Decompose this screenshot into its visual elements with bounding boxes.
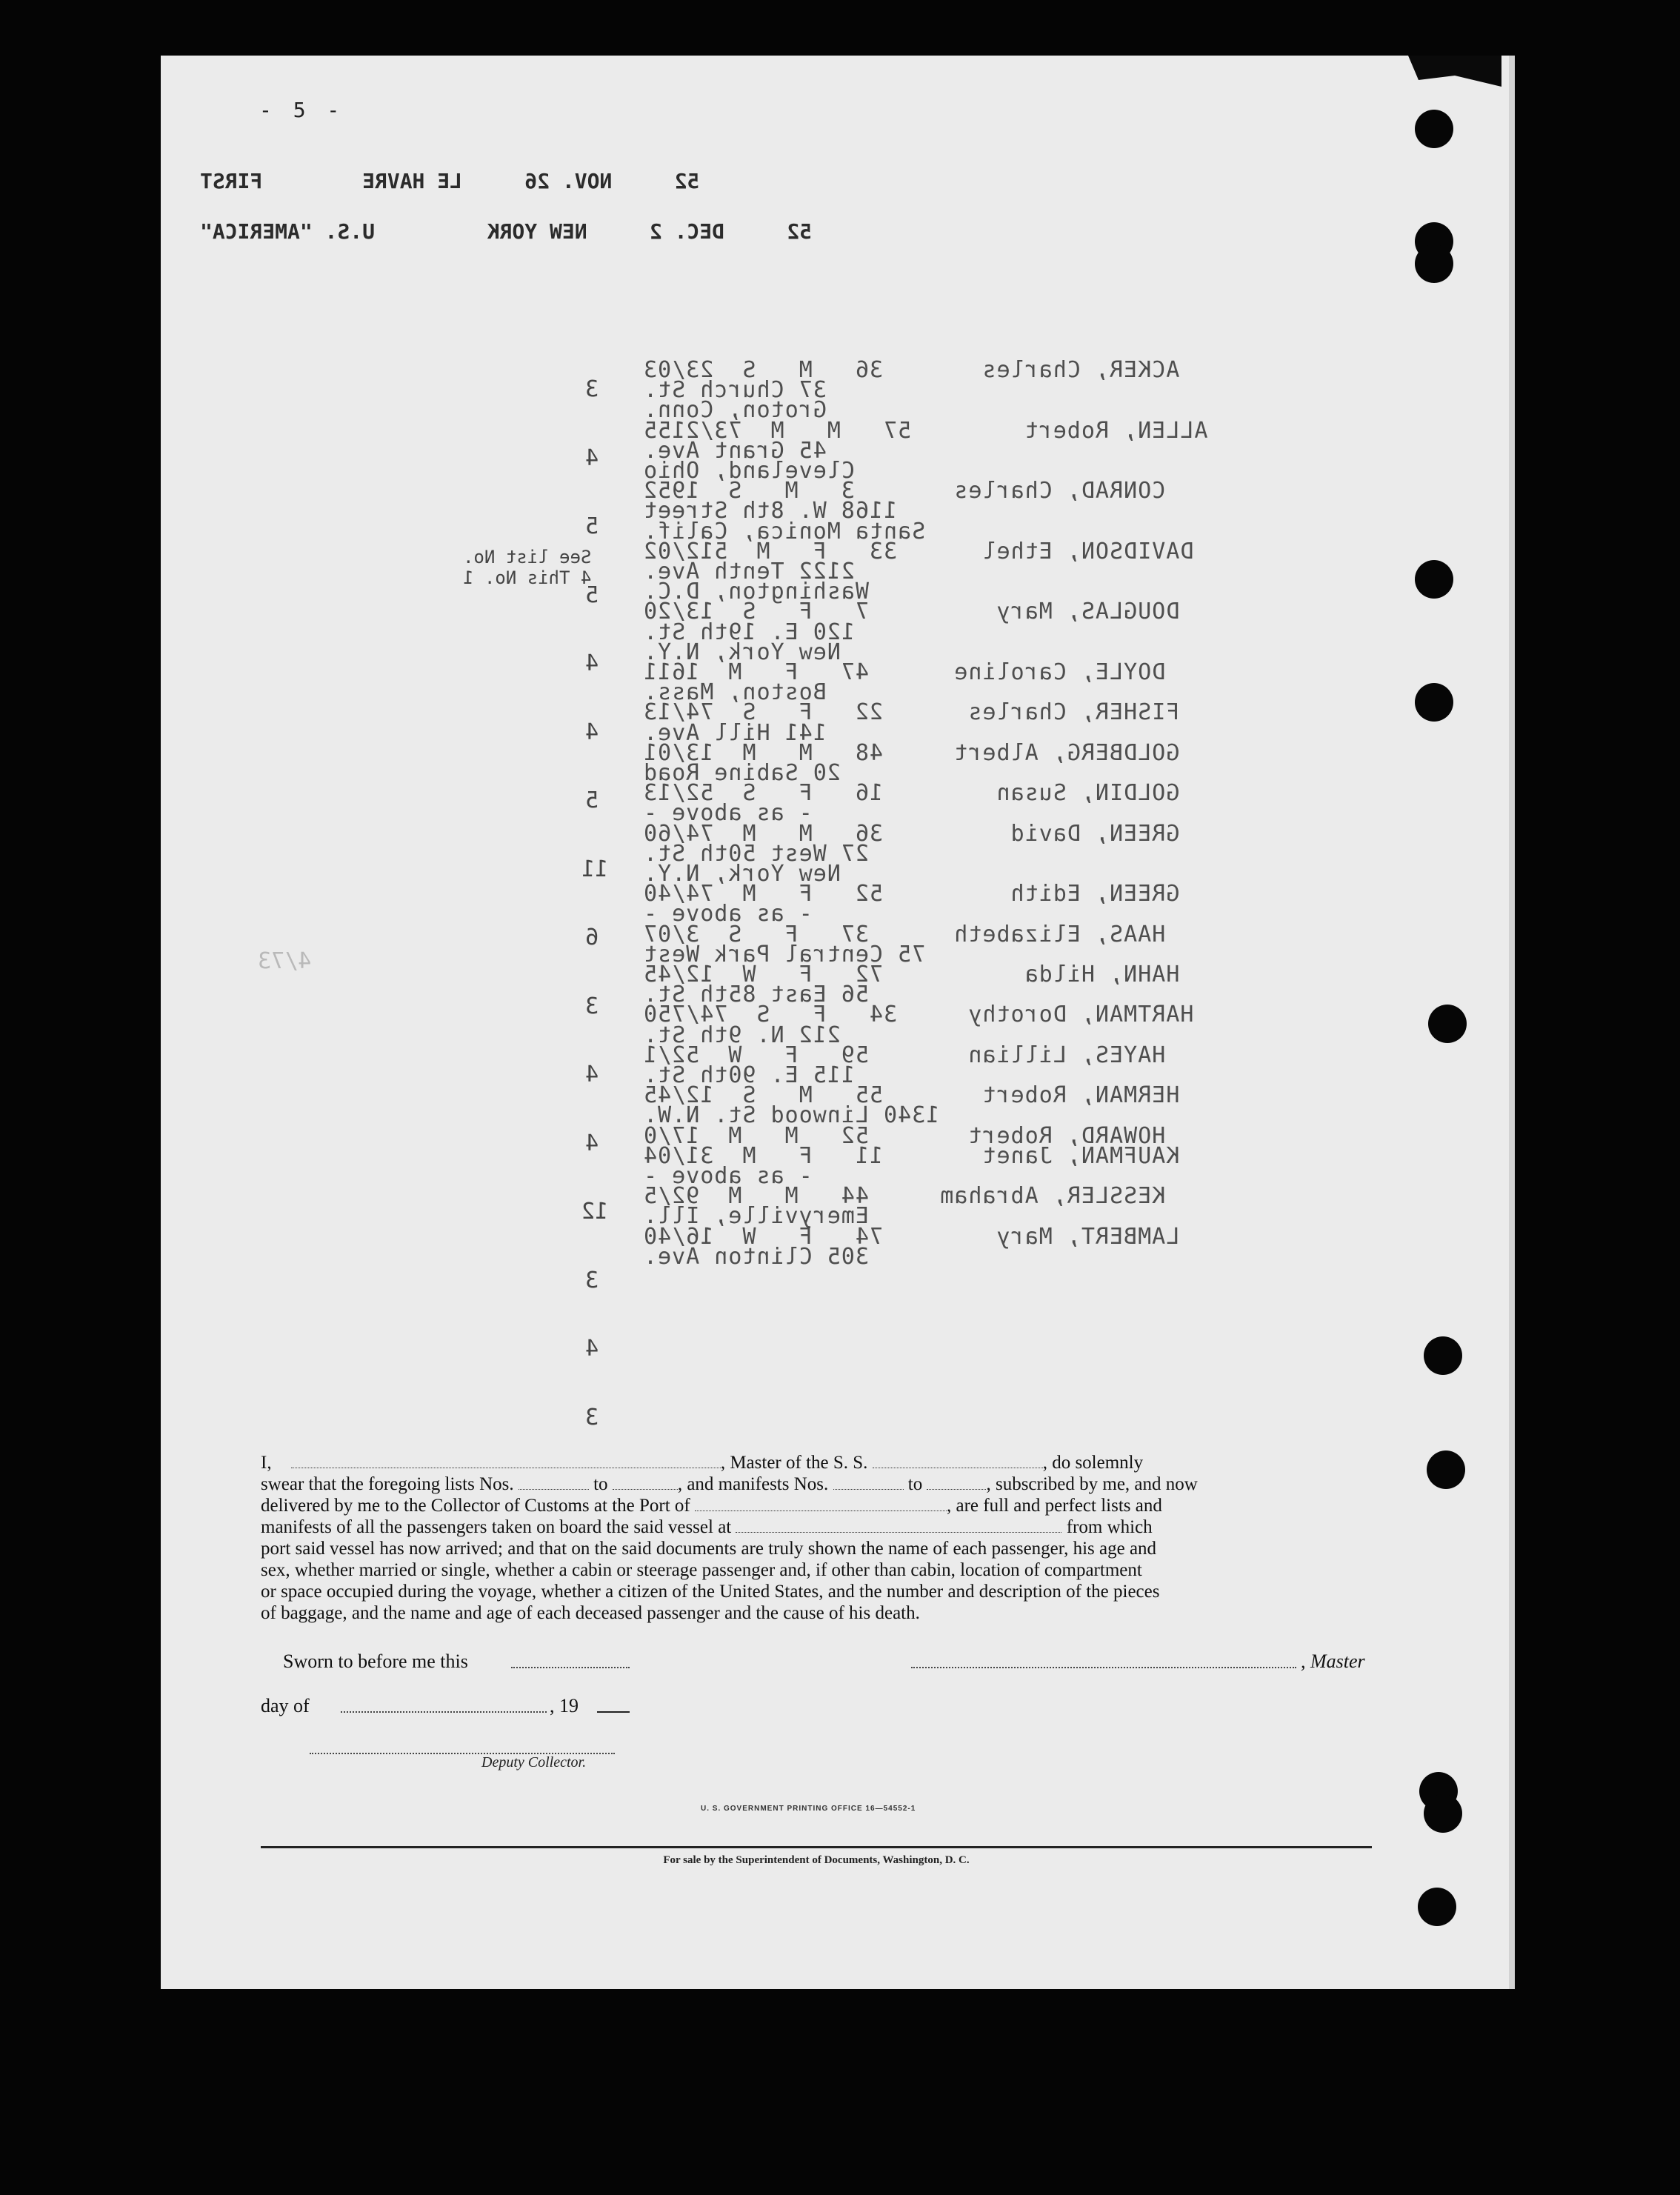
bleed-count: 3 — [585, 1404, 599, 1430]
bleed-row: - as above - — [643, 901, 813, 927]
manifest-to-field[interactable] — [927, 1476, 986, 1490]
binder-hole — [1427, 1450, 1465, 1489]
bleed-row: 2122 Tenth Ave. — [643, 559, 855, 584]
bleed-row: 115 E. 90th St. — [643, 1062, 855, 1088]
bleed-row: 212 N. 9th St. — [643, 1022, 841, 1048]
bleed-row: 75 Central Park West — [643, 941, 926, 967]
bleed-row: DAVIDSON, Ethel 33 F M 512/02 — [643, 538, 1194, 564]
bleed-count: 4 — [585, 1062, 599, 1087]
bleed-row: GOLDIN, Susan 16 F S 52/13 — [643, 780, 1180, 807]
bleed-count: 4 — [585, 650, 599, 676]
bleed-row: 1168 W. 8th Street — [643, 498, 898, 524]
master-signature-field[interactable] — [911, 1667, 1296, 1668]
bleed-row: ALLEN, Robert 57 M M 73/2155 — [643, 417, 1208, 444]
master-label: , Master — [1301, 1651, 1365, 1672]
binder-hole — [1415, 560, 1453, 599]
bleed-row: GREEN, Edith 52 F M 74/40 — [643, 881, 1180, 907]
bleed-row: 56 East 85th St. — [643, 982, 869, 1008]
bleed-row: 20 Sabine Road — [643, 760, 841, 786]
bleed-row: - as above - — [643, 1163, 813, 1189]
bleed-count: 3 — [585, 376, 599, 402]
bleed-row: HERMAN, Robert 55 M S 12/45 — [643, 1082, 1180, 1109]
bleed-row: New York, N.Y. — [643, 639, 841, 665]
bleed-row: Santa Monica, Calif. — [643, 518, 926, 544]
bleed-row: 305 Clinton Ave. — [643, 1243, 869, 1270]
bleed-row: LAMBERT, Mary 74 F W 16/40 — [643, 1223, 1180, 1250]
oath-line-5: port said vessel has now arrived; and that on the said documents are truly shown the name of each passenger, his age and — [261, 1539, 1157, 1559]
bleed-row: DOUGLAS, Mary 7 F S 13/20 — [643, 599, 1180, 625]
oath-line-2: swear that the foregoing lists Nos. to , and manifests Nos. to , subscribed by me, and now — [261, 1474, 1198, 1494]
bleed-row: 27 West 50th St. — [643, 840, 869, 867]
bleed-row: 120 E. 19th St. — [643, 619, 855, 645]
bleed-count: 4 — [585, 1130, 599, 1156]
for-sale-footer: For sale by the Superintendent of Documents, Washington, D. C. — [663, 1854, 970, 1866]
bleed-row: - as above - — [643, 800, 813, 827]
binder-hole — [1415, 244, 1453, 283]
bleed-row: GREEN, David 36 M M 74/60 — [643, 820, 1180, 847]
year-prefix-label: , 19 — [550, 1695, 579, 1716]
bleed-row: Washington, D.C. — [643, 579, 869, 605]
bleed-count: 5 — [585, 787, 599, 813]
oath-line-7: or space occupied during the voyage, whether a citizen of the United States, and the number and description of the pieces — [261, 1582, 1160, 1602]
list-from-field[interactable] — [519, 1476, 589, 1490]
binder-hole — [1424, 1336, 1462, 1375]
bleed-row: HAAS, Elizabeth 37 F S 3/07 — [643, 921, 1166, 947]
master-name-field[interactable] — [291, 1454, 721, 1468]
bleed-row: Cleveland, Ohio — [643, 458, 855, 484]
bleed-count: 12 — [581, 1199, 609, 1225]
departure-port-field[interactable] — [736, 1519, 1061, 1533]
port-field[interactable] — [695, 1497, 947, 1511]
sworn-label: Sworn to before me this — [283, 1651, 468, 1672]
bleed-row: DOYLE, Caroline 47 F M 1611 — [643, 659, 1166, 685]
bleed-left-number: 4/73 — [258, 948, 312, 974]
bleed-row: HOWARD, Robert 52 M M 17/0 — [643, 1122, 1166, 1149]
bleed-row: CONRAD, Charles 3 M S 1952 — [643, 478, 1166, 504]
binder-hole — [1424, 1794, 1462, 1833]
year-field[interactable] — [597, 1711, 630, 1713]
bleed-row: ACKER, Charles 36 M S 23/03 — [643, 357, 1180, 383]
bleed-row: Groton, Conn. — [643, 397, 827, 424]
binder-hole — [1428, 1005, 1467, 1043]
bleed-row: HAYES, Lillian 59 F W 52/1 — [643, 1042, 1166, 1068]
manifest-from-field[interactable] — [833, 1476, 904, 1490]
page-number: - 5 - — [259, 98, 344, 122]
bleed-row: HARTMAN, Dorothy 34 F S 74/750 — [643, 1002, 1194, 1028]
bleed-count: 4 — [585, 1336, 599, 1362]
binder-hole — [1415, 110, 1453, 148]
deputy-collector-label: Deputy Collector. — [481, 1754, 587, 1771]
bleed-header-line: 52 DEC. 2 NEW YORK U.S. "AMERICA" — [200, 219, 813, 244]
torn-corner — [1398, 56, 1501, 100]
bleed-row: GOLDBERG, Albert 48 M M 13/01 — [643, 739, 1180, 766]
day-of-field[interactable] — [341, 1711, 547, 1713]
bleed-row: Emeryville, Ill. — [643, 1203, 869, 1230]
bleed-count: 11 — [581, 856, 609, 882]
bleed-count: 4 — [585, 719, 599, 745]
bleed-row: KESSLER, Abraham 44 M M 92/5 — [643, 1183, 1166, 1210]
day-of-label: day of — [261, 1695, 310, 1716]
binder-hole — [1418, 1888, 1456, 1926]
bleed-header-line: 52 NOV. 26 LE HAVRE FIRST — [200, 169, 700, 193]
binder-hole — [1415, 683, 1453, 722]
oath-statement — [261, 1452, 1372, 1624]
oath-line-3: delivered by me to the Collector of Customs at the Port of , are full and perfect lists and — [261, 1496, 1162, 1516]
oath-line-4: manifests of all the passengers taken on board the said vessel at from which — [261, 1517, 1153, 1537]
bleed-count: 3 — [585, 1267, 599, 1293]
bleed-count: 3 — [585, 993, 599, 1019]
bleed-row: KAUFMAN, Janet 11 F M 31/04 — [643, 1142, 1180, 1169]
bleed-count: 5 — [585, 582, 599, 608]
bleed-row: Boston, Mass. — [643, 679, 827, 706]
oath-line-1: I, , Master of the S. S. , do solemnly — [261, 1453, 1144, 1473]
bleed-row: New York, N.Y. — [643, 861, 841, 887]
bleed-row: FISHER, Charles 22 F S 74/13 — [643, 699, 1180, 726]
bleed-side-note: See list No. 4 This No. 1 — [463, 547, 592, 588]
bleed-row: HAHN, Hilda 72 F W 12/45 — [643, 962, 1180, 987]
bleed-row: 45 Grant Ave. — [643, 437, 827, 464]
oath-line-8: of baggage, and the name and age of each deceased passenger and the cause of his death. — [261, 1603, 920, 1623]
list-to-field[interactable] — [613, 1476, 678, 1490]
printing-office-line: U. S. GOVERNMENT PRINTING OFFICE 16—54552-1 — [701, 1805, 916, 1813]
bleed-count: 4 — [585, 444, 599, 471]
bleed-count: 5 — [585, 513, 599, 539]
sworn-date-field[interactable] — [511, 1667, 630, 1668]
oath-line-6: sex, whether married or single, whether a cabin or steerage passenger and, if other than cabin, location of compartment — [261, 1560, 1142, 1580]
vessel-name-field[interactable] — [873, 1454, 1043, 1468]
bleed-row: 141 Hill Ave. — [643, 719, 827, 746]
bleed-count: 6 — [585, 925, 599, 950]
bleed-row: 37 Church St. — [643, 377, 827, 404]
footer-rule — [261, 1846, 1372, 1848]
bleed-row: 1340 Linwood St. N.W. — [643, 1102, 940, 1129]
